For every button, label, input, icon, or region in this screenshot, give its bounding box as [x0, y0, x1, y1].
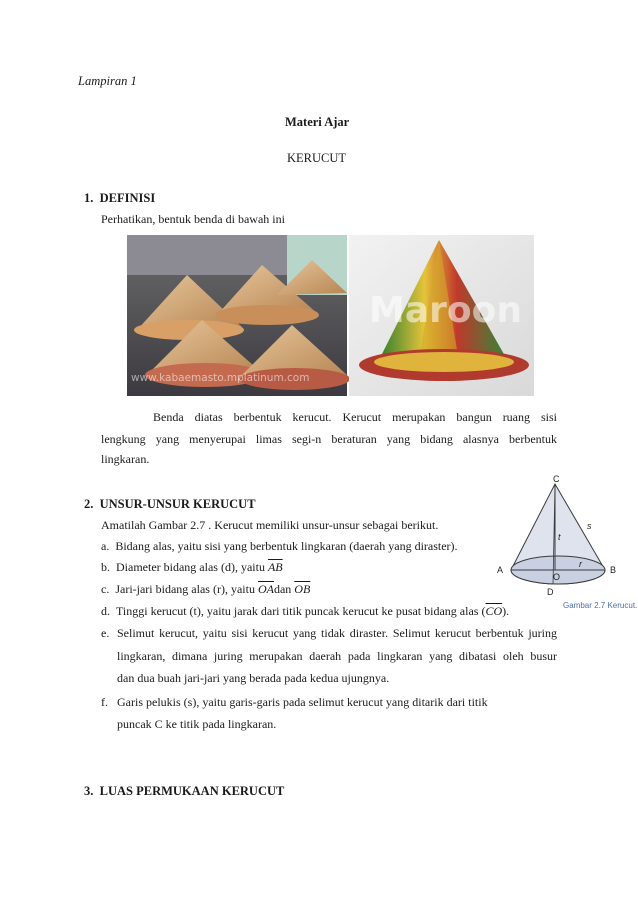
- section2-heading: 2. UNSUR-UNSUR KERUCUT: [84, 497, 256, 511]
- section3-heading: 3. LUAS PERMUKAAN KERUCUT: [84, 784, 285, 798]
- definition-line-3: lingkaran.: [101, 452, 150, 466]
- definition-line-1: Benda diatas berbentuk kerucut. Kerucut merupakan bangun ruang sisi: [153, 410, 557, 424]
- page-subtitle: KERUCUT: [287, 151, 347, 165]
- definition-line-2: lengkung yang menyerupai limas segi-n beraturan yang bidang alasnya berbentuk: [101, 432, 557, 446]
- watermark-left: www.kabaemasto.mplatinum.com: [131, 372, 310, 384]
- element-item-c: c. Jari-jari bidang alas (r), yaitu $\overline{OA}dan$ $\overline{OB}$: [101, 582, 311, 596]
- element-item-d: d. Tinggi kerucut (t), yaitu jarak dari titik puncak kerucut ke pusat bidang alas $(\overline{CO})$.: [101, 604, 510, 618]
- element-item-e-letter: e.: [101, 626, 110, 640]
- label-c: C: [553, 474, 560, 484]
- element-item-b: b. Diameter bidang alas (d), yaitu $\overline{AB}$: [101, 560, 283, 574]
- element-item-a: a. Bidang alas, yaitu sisi yang berbentuk lingkaran (daerah yang diraster).: [101, 539, 458, 553]
- label-t: t: [558, 532, 561, 542]
- label-r: r: [579, 559, 582, 569]
- page-title: Materi Ajar: [285, 115, 350, 129]
- label-a: A: [497, 565, 504, 575]
- label-s: s: [587, 521, 592, 531]
- appendix-label: Lampiran 1: [78, 74, 137, 88]
- element-item-e-line-2: lingkaran, dimana juring merupakan daerah pada lingkaran yang dibatasi oleh busur: [117, 649, 557, 663]
- label-o: O: [553, 572, 561, 582]
- element-item-e-line-1: Selimut kerucut, yaitu sisi kerucut yang tidak diraster. Selimut kerucut berbentuk juring: [117, 626, 557, 640]
- section1-heading: 1. DEFINISI: [84, 191, 156, 205]
- party-hat-photo: [349, 235, 610, 396]
- section2-intro: Amatilah Gambar 2.7 . Kerucut memiliki unsur-unsur sebagai berikut.: [101, 518, 439, 532]
- section1-intro: Perhatikan, bentuk benda di bawah ini: [101, 212, 285, 226]
- element-item-e-line-3: dan dua buah jari-jari yang berada pada kedua ujungnya.: [117, 671, 390, 685]
- cone-diagram: [495, 474, 638, 614]
- watermark-right: Maroon Gift: [369, 290, 610, 331]
- label-b: B: [610, 565, 617, 575]
- element-item-f-line-1: Garis pelukis (s), yaitu garis-garis pada selimut kerucut yang ditarik dari titik: [117, 695, 488, 709]
- element-item-f-letter: f.: [101, 695, 108, 709]
- label-d: D: [547, 587, 554, 597]
- conical-hats-photo: [127, 235, 347, 396]
- element-item-f-line-2: puncak C ke titik pada lingkaran.: [117, 717, 277, 731]
- figure-caption: Gambar 2.7 Kerucut.: [563, 601, 638, 610]
